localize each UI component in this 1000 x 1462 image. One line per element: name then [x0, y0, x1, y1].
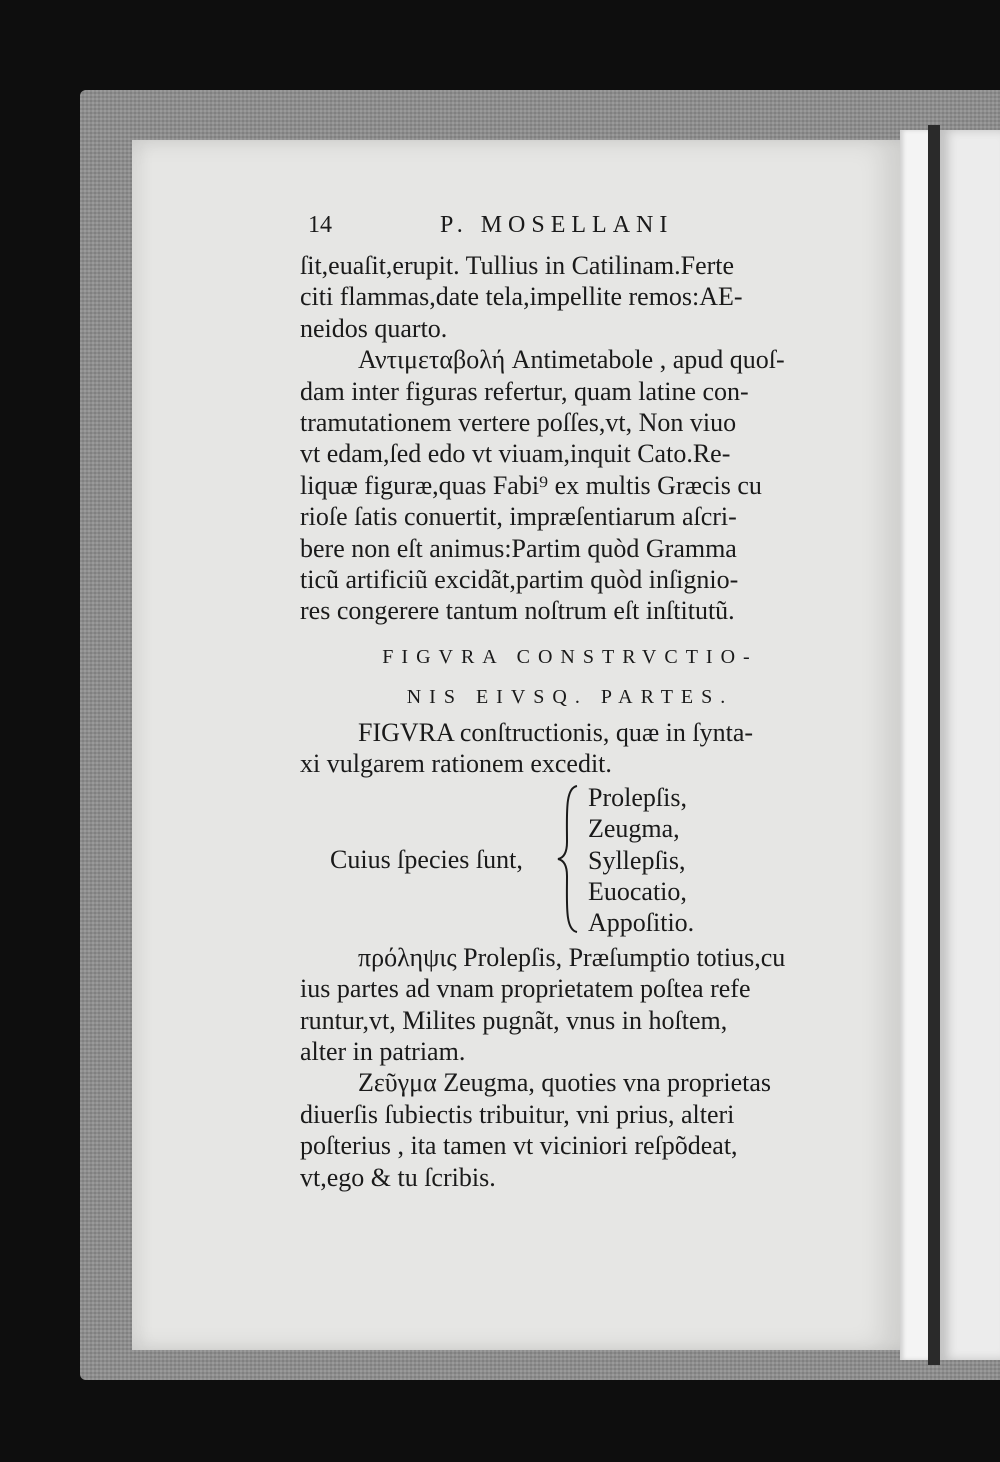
text-line: citi flammas,date tela,impellite remos:AE-	[300, 282, 743, 312]
text-line: rioſe ſatis conuertit, impræſentiarum aſcri-	[300, 502, 737, 532]
species-item: Syllepſis,	[588, 845, 686, 875]
paragraph	[300, 344, 840, 627]
species-item: Zeugma,	[588, 814, 680, 844]
text-line: Ζεῦγμα Zeugma, quoties vna proprietas	[358, 1068, 772, 1098]
text-line: bere non eſt animus:Partim quòd Gramma	[300, 533, 737, 563]
text-line: runtur,vt, Milites pugnãt, vnus in hoſtem,	[300, 1005, 728, 1035]
page-edge	[900, 130, 928, 1360]
text-line: Αντιμεταβολή Antimetabole , apud quoſ-	[358, 345, 785, 375]
text-line: πρόληψις Prolepſis, Præſumptio totius,cu	[358, 942, 786, 972]
text-line: res congerere tantum noſtrum eſt inſtitutũ.	[300, 596, 735, 626]
right-page-sliver	[940, 130, 1000, 1360]
text-line: vt edam,ſed edo vt viuam,inquit Cato.Re-	[300, 439, 731, 469]
text-line: dam inter figuras refertur, quam latine con-	[300, 376, 749, 406]
text-line: poſterius , ita tamen vt viciniori reſpõdeat,	[300, 1131, 738, 1161]
text-line: ius partes ad vnam proprietatem poſtea refe	[300, 974, 751, 1004]
paragraph	[300, 250, 840, 344]
species-item: Euocatio,	[588, 876, 687, 906]
text-line: liquæ figuræ,quas Fabi⁹ ex multis Græcis cu	[300, 470, 762, 500]
text-line: xi vulgarem rationem excedit.	[300, 749, 612, 779]
paragraph	[300, 942, 840, 1068]
paragraph	[300, 1067, 840, 1193]
page-number: 14	[308, 212, 332, 238]
heading-line: FIGVRA CONSTRVCTIO-	[382, 645, 758, 668]
text-line: neidos quarto.	[300, 313, 448, 343]
species-item: Appoſitio.	[588, 908, 695, 938]
text-line: diuerſis ſubiectis tribuitur, vni prius, alteri	[300, 1099, 735, 1129]
paragraph	[300, 717, 840, 780]
page-text	[300, 200, 840, 1193]
text-line: ſit,euaſit,erupit. Tullius in Catilinam.Ferte	[300, 251, 735, 280]
heading-line: NIS EIVSQ. PARTES.	[406, 685, 734, 708]
text-line: tramutationem vertere poſſes,vt, Non viuo	[300, 408, 737, 438]
species-items	[588, 782, 694, 939]
section-heading	[300, 637, 840, 717]
text-line: ticũ artificiũ excidãt,partim quòd inſignio-	[300, 565, 739, 595]
text-line: alter in patriam.	[300, 1036, 466, 1066]
species-item: Prolepſis,	[588, 782, 687, 812]
text-line: vt,ego & tu ſcribis.	[300, 1162, 496, 1192]
species-lead: Cuius ſpecies ſunt,	[330, 844, 523, 874]
brace-icon	[555, 784, 581, 934]
book-gutter	[928, 125, 940, 1365]
page-header	[300, 200, 840, 250]
text-line: FIGVRA conſtructionis, quæ in ſynta-	[358, 717, 754, 747]
running-title: P. MOSELLANI	[440, 212, 674, 238]
species-list	[300, 782, 840, 942]
